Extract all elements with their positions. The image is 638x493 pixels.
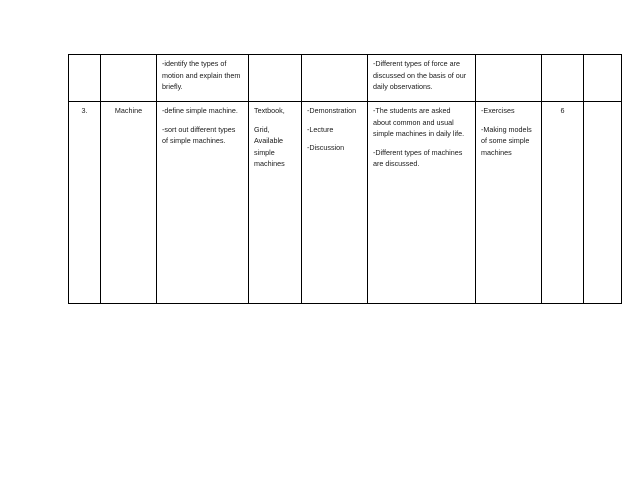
activity-text: -The students are asked about common and usual simple machines in daily life. [373,106,465,138]
activity-text: -Different types of force are discussed on the basis of our daily observations. [373,59,467,91]
table-row [69,55,622,102]
objective-text: -identify the types of motion and explain them briefly. [162,59,241,91]
objective-text: -define simple machine. [162,106,238,115]
topic-text: Machine [114,106,143,115]
objectives-cell [157,55,249,102]
evaluation-cell [476,55,542,102]
objectives-cell [157,102,249,304]
material-text: Grid, Available simple machines [254,124,285,168]
material-text: Textbook, [254,106,285,115]
activities-cell [368,102,476,304]
remarks-cell [584,55,622,102]
method-text: -Demonstration [307,106,357,115]
periods-cell [542,102,584,304]
lesson-plan-table [68,54,622,304]
periods-cell [542,55,584,102]
method-text: -Lecture [307,124,334,134]
evaluation-text: -Making models of some simple machines [481,124,532,157]
periods-value: 6 [560,106,565,115]
method-text: -Discussion [307,143,345,152]
topic-cell [101,55,157,102]
table-row [69,102,622,304]
activities-cell [368,55,476,102]
methods-cell [302,55,368,102]
evaluation-cell [476,102,542,304]
objective-text: -sort out different types of simple machines. [162,124,236,145]
activity-text: -Different types of machines are discussed. [373,147,463,168]
materials-cell [249,102,302,304]
row-number: 3. [81,106,88,115]
number-cell [69,102,101,304]
materials-cell [249,55,302,102]
evaluation-text: -Exercises [481,106,515,115]
number-cell [69,55,101,102]
remarks-cell [584,102,622,304]
methods-cell [302,102,368,304]
topic-cell [101,102,157,304]
